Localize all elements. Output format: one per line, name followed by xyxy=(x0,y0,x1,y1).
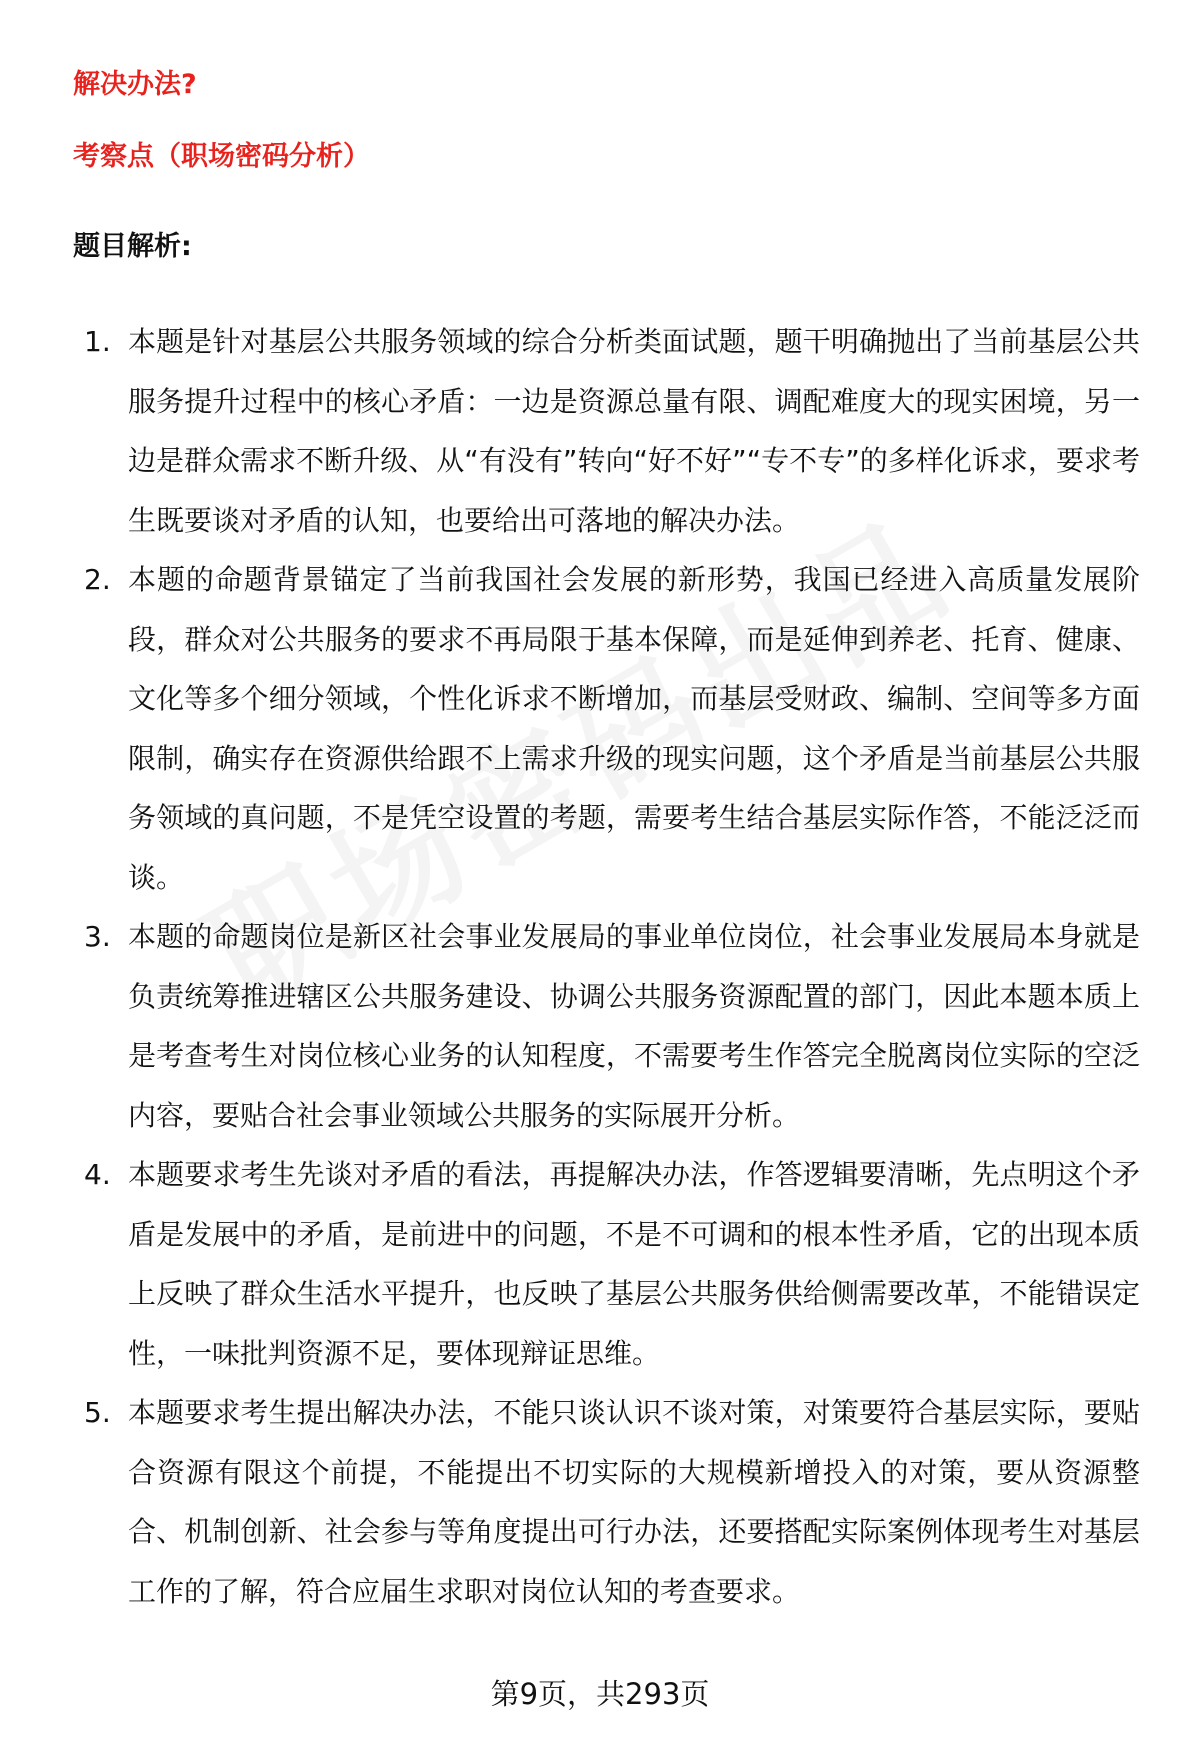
item-text: 本题要求考生提出解决办法，不能只谈认识不谈对策，对策要符合基层实际，要贴合资源有限这个前提，不能提出不切实际的大规模新增投入的对策，要从资源整合、机制创新、社会参与等角度提出可行办法，还要搭配实际案例体现考生对基层工作的了解，符合应届生求职对岗位认知的考查要求。 xyxy=(128,1396,1140,1608)
list-item xyxy=(0,1383,1200,1621)
item-text: 本题的命题岗位是新区社会事业发展局的事业单位岗位，社会事业发展局本身就是负责统筹推进辖区公共服务建设、协调公共服务资源配置的部门，因此本题本质上是考查考生对岗位核心业务的认知程度，不需要考生作答完全脱离岗位实际的空泛内容，要贴合社会事业领域公共服务的实际展开分析。 xyxy=(128,920,1140,1132)
item-number: 2. xyxy=(84,563,111,596)
item-text: 本题要求考生先谈对矛盾的看法，再提解决办法，作答逻辑要清晰，先点明这个矛盾是发展中的矛盾，是前进中的问题，不是不可调和的根本性矛盾，它的出现本质上反映了群众生活水平提升，也反映了基层公共服务供给侧需要改革，不能错误定性，一味批判资源不足，要体现辩证思维。 xyxy=(128,1158,1140,1370)
item-number: 1. xyxy=(84,325,111,358)
analysis-list xyxy=(0,312,1200,1621)
exam-point-heading: 考察点（职场密码分析） xyxy=(73,141,370,172)
list-item xyxy=(0,1145,1200,1383)
list-item xyxy=(0,907,1200,1145)
list-item xyxy=(0,312,1200,550)
item-text: 本题的命题背景锚定了当前我国社会发展的新形势，我国已经进入高质量发展阶段，群众对公共服务的要求不再局限于基本保障，而是延伸到养老、托育、健康、文化等多个细分领域，个性化诉求不断增加，而基层受财政、编制、空间等多方面限制，确实存在资源供给跟不上需求升级的现实问题，这个矛盾是当前基层公共服务领域的真问题，不是凭空设置的考题，需要考生结合基层实际作答，不能泛泛而谈。 xyxy=(128,563,1140,894)
analysis-title: 题目解析: xyxy=(73,231,192,262)
list-item xyxy=(0,550,1200,907)
item-number: 5. xyxy=(84,1396,111,1429)
question-tail: 解决办法? xyxy=(73,69,197,100)
item-number: 3. xyxy=(84,920,111,953)
item-number: 4. xyxy=(84,1158,111,1191)
page-number-footer: 第9页，共293页 xyxy=(490,1677,710,1711)
item-text: 本题是针对基层公共服务领域的综合分析类面试题，题干明确抛出了当前基层公共服务提升过程中的核心矛盾：一边是资源总量有限、调配难度大的现实困境，另一边是群众需求不断升级、从“有没有”转向“好不好”“专不专”的多样化诉求，要求考生既要谈对矛盾的认知，也要给出可落地的解决办法。 xyxy=(128,325,1140,537)
